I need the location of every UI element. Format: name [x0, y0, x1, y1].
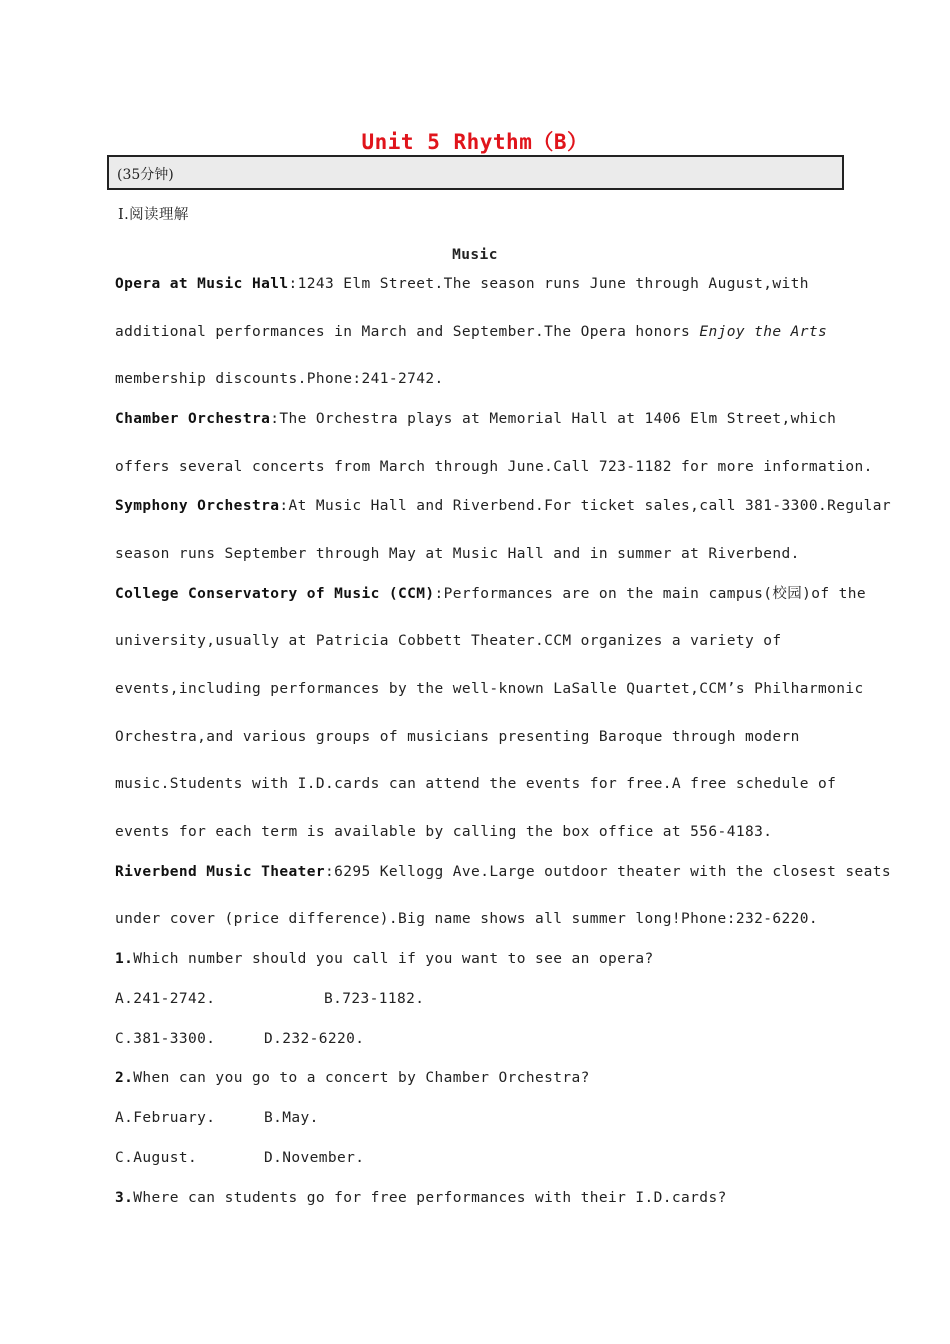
option-b[interactable]: B.723-1182.	[324, 991, 425, 1007]
passage-line: season runs September through May at Music Hall and in summer at Riverbend.	[115, 546, 800, 562]
question-number: 3.	[115, 1190, 134, 1206]
question-number: 2.	[115, 1070, 134, 1086]
passage-line: university,usually at Patricia Cobbett Theater.CCM organizes a variety of	[115, 633, 782, 649]
passage-line: Chamber Orchestra:The Orchestra plays at Memorial Hall at 1406 Elm Street,which	[115, 411, 837, 427]
italic-title: Enjoy the Arts	[699, 324, 828, 340]
venue-name: Chamber Orchestra	[115, 411, 271, 427]
passage-line: Opera at Music Hall:1243 Elm Street.The season runs June through August,with	[115, 276, 809, 292]
passage-line: additional performances in March and September.The Opera honors Enjoy the Arts	[115, 324, 828, 340]
venue-name: College Conservatory of Music (CCM)	[115, 586, 435, 602]
passage-line: Symphony Orchestra:At Music Hall and Riverbend.For ticket sales,call 381-3300.Regular	[115, 498, 892, 514]
question-1	[115, 950, 654, 968]
time-limit-box	[107, 155, 844, 190]
passage-line: membership discounts.Phone:241-2742.	[115, 371, 444, 387]
time-limit-label: (35分钟)	[117, 167, 174, 183]
passage-line: College Conservatory of Music (CCM):Performances are on the main campus(校园)of the	[115, 586, 867, 602]
question-text: Where can students go for free performances with their I.D.cards?	[133, 1190, 727, 1206]
passage-line: offers several concerts from March through June.Call 723-1182 for more information.	[115, 459, 873, 475]
option-a[interactable]: A.February.	[115, 1110, 216, 1126]
venue-name: Opera at Music Hall	[115, 276, 289, 292]
page-title: Unit 5 Rhythm（B）	[361, 130, 589, 154]
option-c[interactable]: C.August.	[115, 1150, 198, 1166]
option-b[interactable]: B.May.	[264, 1110, 319, 1126]
option-d[interactable]: D.November.	[264, 1150, 365, 1166]
passage-line: Orchestra,and various groups of musicians presenting Baroque through modern	[115, 729, 800, 745]
section-heading: Ⅰ.阅读理解	[118, 207, 189, 223]
passage-line: events for each term is available by calling the box office at 556-4183.	[115, 824, 773, 840]
passage-heading: Music	[452, 247, 498, 263]
venue-name: Symphony Orchestra	[115, 498, 280, 514]
venue-name: Riverbend Music Theater	[115, 864, 325, 880]
option-a[interactable]: A.241-2742.	[115, 991, 216, 1007]
option-d[interactable]: D.232-6220.	[264, 1031, 365, 1047]
question-number: 1.	[115, 951, 134, 967]
question-2	[115, 1069, 590, 1087]
option-c[interactable]: C.381-3300.	[115, 1031, 216, 1047]
question-3	[115, 1189, 727, 1207]
passage-line: Riverbend Music Theater:6295 Kellogg Ave.Large outdoor theater with the closest seats	[115, 864, 892, 880]
passage-line: events,including performances by the well-known LaSalle Quartet,CCM’s Philharmonic	[115, 681, 864, 697]
question-text: Which number should you call if you want to see an opera?	[133, 951, 654, 967]
passage-line: music.Students with I.D.cards can attend the events for free.A free schedule of	[115, 776, 837, 792]
passage-line: under cover (price difference).Big name shows all summer long!Phone:232-6220.	[115, 911, 818, 927]
question-text: When can you go to a concert by Chamber Orchestra?	[133, 1070, 590, 1086]
